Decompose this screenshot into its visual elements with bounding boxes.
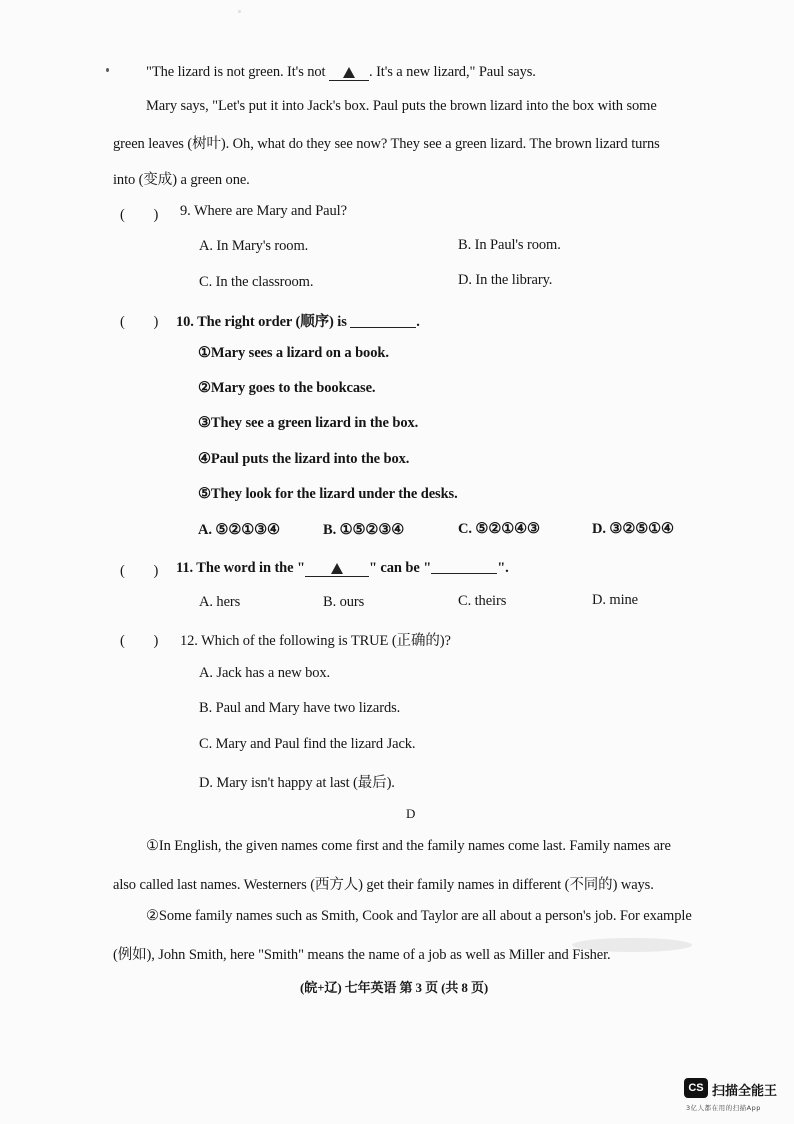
passage-c-line-2: Mary says, "Let's put it into Jack's box. Paul puts the brown lizard into the box with some <box>146 98 657 114</box>
q12-answer-bracket[interactable]: ( ) <box>120 633 159 649</box>
passage-d-line-1: ①In English, the given names come first and the family names come last. Family names are <box>146 838 671 854</box>
passage-d-line-4: (例如), John Smith, here "Smith" means the name of a job as well as Miller and Fisher. <box>113 947 611 963</box>
q10-answer-bracket[interactable]: ( ) <box>120 314 159 330</box>
q10-item-4: ④Paul puts the lizard into the box. <box>198 451 410 467</box>
triangle-icon <box>343 67 355 78</box>
q11-option-b[interactable]: B. ours <box>323 594 365 610</box>
q10-item-5: ⑤They look for the lizard under the desks. <box>198 486 458 502</box>
q10-item-3: ③They see a green lizard in the box. <box>198 415 419 431</box>
q9-answer-bracket[interactable]: ( ) <box>120 207 159 223</box>
q10-stem: 10. The right order (顺序) is . <box>176 314 420 330</box>
q12-option-c[interactable]: C. Mary and Paul find the lizard Jack. <box>199 736 416 752</box>
q12-stem: 12. Which of the following is TRUE (正确的)? <box>180 633 451 649</box>
camscanner-logo-icon: CS <box>684 1078 708 1098</box>
q10-item-1: ①Mary sees a lizard on a book. <box>198 345 389 361</box>
watermark-name: 扫描全能王 <box>712 1084 778 1099</box>
q11-option-a[interactable]: A. hers <box>199 594 241 610</box>
triangle-blank <box>305 561 369 577</box>
q10-option-b[interactable]: B. ①⑤②③④ <box>323 522 405 538</box>
passage-c-line-4: into (变成) a green one. <box>113 172 250 188</box>
q11-blank <box>431 559 497 574</box>
passage-c-line-3: green leaves (树叶). Oh, what do they see now? They see a green lizard. The brown lizard turns <box>113 136 660 152</box>
passage-d-heading: D <box>406 806 416 821</box>
triangle-blank <box>329 65 369 81</box>
scan-dot <box>106 68 109 72</box>
q9-stem: 9. Where are Mary and Paul? <box>180 203 347 219</box>
q10-blank <box>350 313 416 328</box>
q12-option-a[interactable]: A. Jack has a new box. <box>199 665 331 681</box>
q9-option-c[interactable]: C. In the classroom. <box>199 274 314 290</box>
q10-option-d[interactable]: D. ③②⑤①④ <box>592 521 674 537</box>
watermark-tagline: 3亿人都在用的扫描App <box>686 1104 761 1112</box>
q10-option-c[interactable]: C. ⑤②①④③ <box>458 521 540 537</box>
q12-option-d[interactable]: D. Mary isn't happy at last (最后). <box>199 775 395 791</box>
q9-option-d[interactable]: D. In the library. <box>458 272 553 288</box>
q11-option-d[interactable]: D. mine <box>592 592 639 608</box>
page-footer: (皖+辽) 七年英语 第 3 页 (共 8 页) <box>300 980 489 995</box>
scan-dot <box>238 10 241 13</box>
passage-d-line-3: ②Some family names such as Smith, Cook and Taylor are all about a person's job. For example <box>146 908 692 924</box>
passage-c-line-1: "The lizard is not green. It's not . It's a new lizard," Paul says. <box>146 64 536 80</box>
q11-answer-bracket[interactable]: ( ) <box>120 563 159 579</box>
q11-stem: 11. The word in the " " can be " ". <box>176 560 509 576</box>
q10-item-2: ②Mary goes to the bookcase. <box>198 380 376 396</box>
q10-option-a[interactable]: A. ⑤②①③④ <box>198 522 280 538</box>
q12-option-b[interactable]: B. Paul and Mary have two lizards. <box>199 700 401 716</box>
q11-option-c[interactable]: C. theirs <box>458 593 507 609</box>
triangle-icon <box>331 563 343 574</box>
q9-option-a[interactable]: A. In Mary's room. <box>199 238 309 254</box>
passage-d-line-2: also called last names. Westerners (西方人) get their family names in different (不同的) ways. <box>113 877 654 893</box>
q9-option-b[interactable]: B. In Paul's room. <box>458 237 561 253</box>
scan-smudge <box>572 938 692 952</box>
